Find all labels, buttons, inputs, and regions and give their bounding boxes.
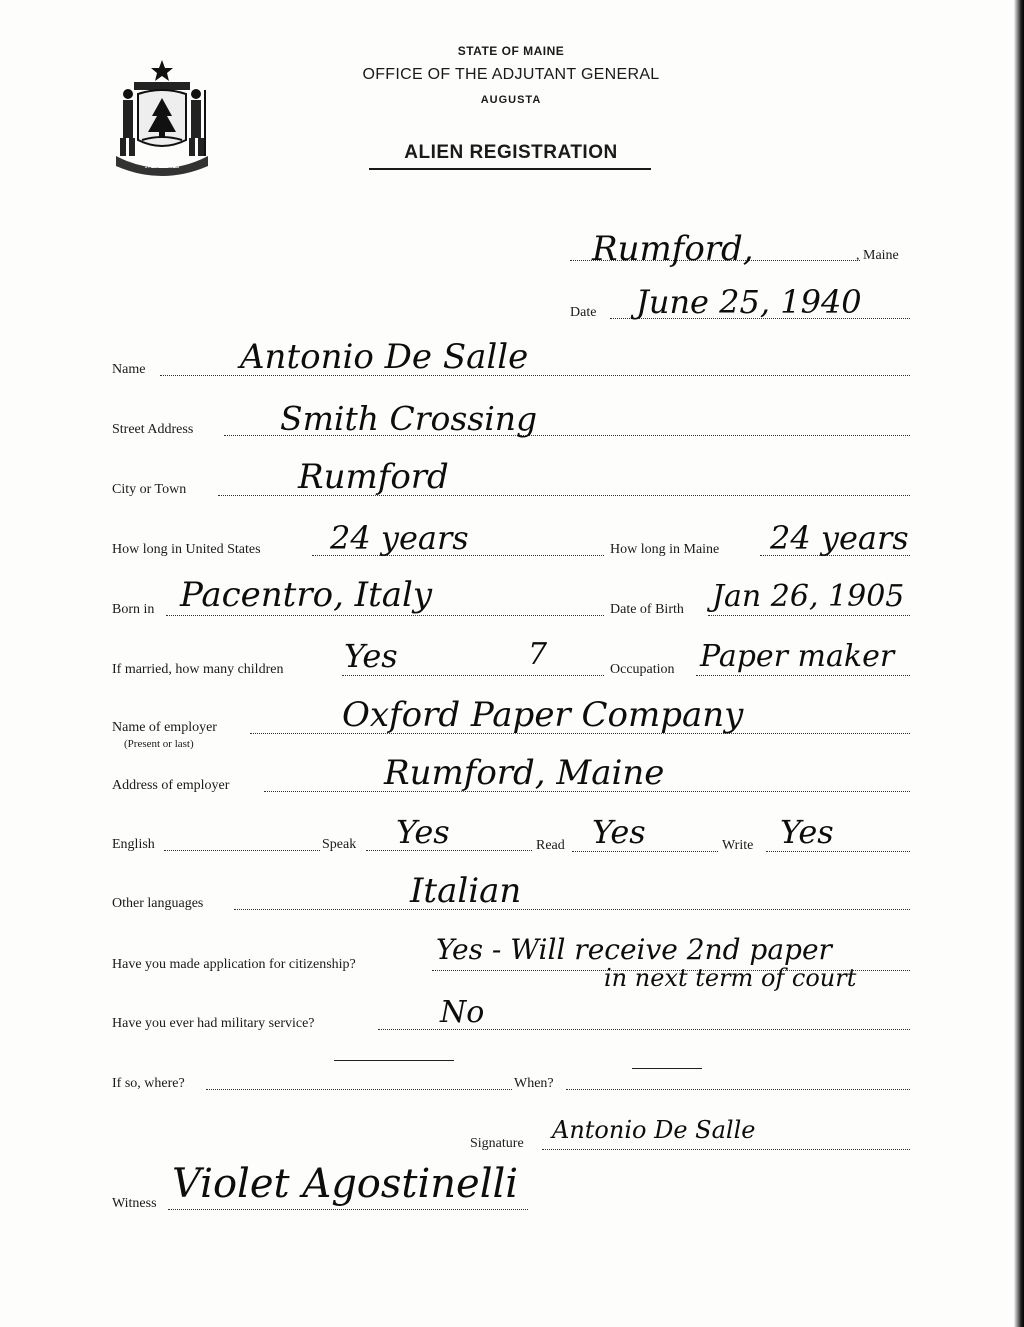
write-label: Write <box>722 838 754 853</box>
other-languages-label: Other languages <box>112 896 204 911</box>
street-entry: Smith Crossing <box>280 399 538 438</box>
military-label: Have you ever had military service? <box>112 1016 315 1031</box>
dob-dots <box>708 615 910 616</box>
signature-entry: Antonio De Salle <box>552 1116 756 1144</box>
citizenship-entry-1: Yes - Will receive 2nd paper <box>436 933 832 966</box>
date-entry: June 25, 1940 <box>636 283 862 321</box>
dob-entry: Jan 26, 1905 <box>712 579 905 614</box>
state-heading: STATE OF MAINE <box>457 44 565 58</box>
other-languages-dots <box>234 909 910 910</box>
years-maine-entry: 24 years <box>770 519 909 557</box>
when-dots <box>566 1089 910 1090</box>
military-entry: No <box>440 995 485 1030</box>
employer-label: Name of employer <box>112 720 217 735</box>
speak-entry: Yes <box>396 813 450 851</box>
maine-label: , Maine <box>856 248 899 263</box>
born-in-label: Born in <box>112 602 155 617</box>
form-title: ALIEN REGISTRATION <box>404 142 618 163</box>
town-entry: Rumford, <box>592 229 754 269</box>
born-in-dots <box>166 615 604 616</box>
where-label: If so, where? <box>112 1076 185 1091</box>
name-entry: Antonio De Salle <box>240 337 529 377</box>
married-label: If married, how many children <box>112 662 284 677</box>
how-long-us-label: How long in United States <box>112 542 261 557</box>
read-dots <box>572 851 718 852</box>
employer-note: (Present or last) <box>124 738 194 750</box>
title-underline <box>369 168 651 170</box>
speak-label: Speak <box>322 837 357 852</box>
how-long-maine-label: How long in Maine <box>610 542 720 557</box>
city-town-label: City or Town <box>112 482 187 497</box>
office-heading: OFFICE OF THE ADJUTANT GENERAL <box>362 66 660 83</box>
witness-entry: Violet Agostinelli <box>172 1161 519 1207</box>
citizenship-entry-2: in next term of court <box>604 964 857 992</box>
when-dash <box>632 1068 702 1069</box>
street-label: Street Address <box>112 422 194 437</box>
write-entry: Yes <box>780 813 834 851</box>
when-label: When? <box>514 1076 554 1091</box>
where-dash <box>334 1060 454 1061</box>
employer-entry: Oxford Paper Company <box>342 695 744 735</box>
city-heading: AUGUSTA <box>480 94 542 106</box>
children-entry: 7 <box>528 637 548 672</box>
read-entry: Yes <box>592 813 646 851</box>
employer-address-entry: Rumford, Maine <box>384 753 665 793</box>
name-label: Name <box>112 362 146 377</box>
married-entry: Yes <box>344 637 398 675</box>
city-town-entry: Rumford <box>298 457 449 497</box>
dob-label: Date of Birth <box>610 602 684 617</box>
years-us-entry: 24 years <box>330 519 469 557</box>
citizenship-label: Have you made application for citizenship? <box>112 957 356 972</box>
date-label: Date <box>570 305 597 320</box>
english-label: English <box>112 837 155 852</box>
write-dots <box>766 851 910 852</box>
signature-label: Signature <box>470 1136 524 1151</box>
scan-edge <box>1014 0 1024 1327</box>
witness-label: Witness <box>112 1196 157 1211</box>
svg-text:MAINE: MAINE <box>144 160 180 171</box>
occupation-entry: Paper maker <box>700 639 895 674</box>
maine-state-seal-icon <box>112 56 222 176</box>
other-languages-entry: Italian <box>410 871 522 911</box>
married-dots <box>342 675 604 676</box>
witness-dots <box>168 1209 528 1210</box>
born-in-entry: Pacentro, Italy <box>180 575 433 615</box>
signature-dots <box>542 1149 910 1150</box>
occupation-label: Occupation <box>610 662 675 677</box>
read-label: Read <box>536 838 565 853</box>
english-dots <box>164 850 320 851</box>
occupation-dots <box>696 675 910 676</box>
where-dots <box>206 1089 512 1090</box>
employer-address-label: Address of employer <box>112 778 230 793</box>
